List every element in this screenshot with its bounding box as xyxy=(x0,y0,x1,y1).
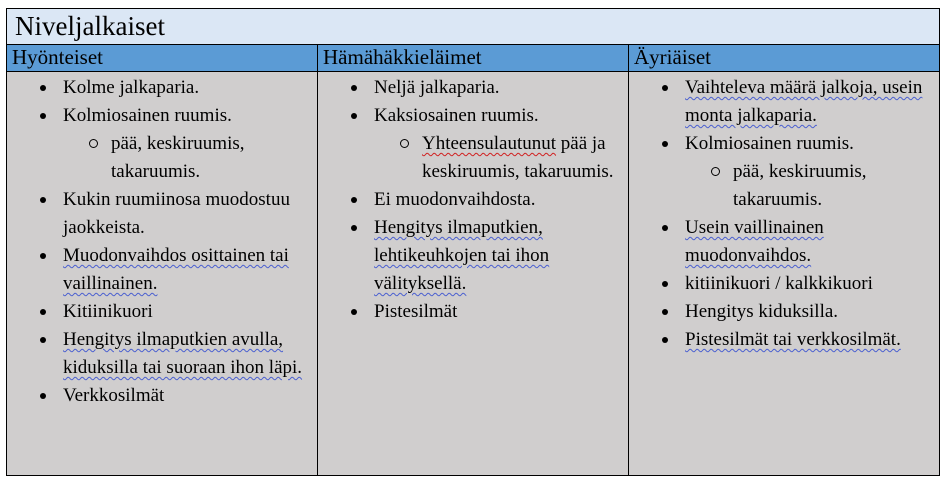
list-item: Hengitys ilmaputkien, lehtikeuhkojen tai ihon välityksellä. xyxy=(318,214,628,298)
sub-list-item: pää, keskiruumis, takaruumis. xyxy=(629,158,939,214)
list-item: Pistesilmät tai verkkosilmät. xyxy=(629,326,939,354)
niveljalkaiset-table xyxy=(6,8,940,476)
list-item: Kaksiosainen ruumis. Yhteensulautunut pää ja keskiruumis, takaruumis. xyxy=(318,102,628,186)
list-hamahakkielaimet xyxy=(318,74,628,326)
sub-list-item: Yhteensulautunut pää ja keskiruumis, takaruumis. xyxy=(318,130,628,186)
list-item: Usein vaillinainen muodonvaihdos. xyxy=(629,214,939,270)
list-item: Neljä jalkaparia. xyxy=(318,74,628,102)
list-item: Kolmiosainen ruumis. pää, keskiruumis, takaruumis. xyxy=(629,130,939,214)
list-item: Kolmiosainen ruumis. pää, keskiruumis, takaruumis. xyxy=(7,102,317,186)
sub-list-item: pää, keskiruumis, takaruumis. xyxy=(7,130,317,186)
list-hyonteiset xyxy=(7,74,317,410)
list-item: Verkkosilmät xyxy=(7,382,317,410)
header-hyonteiset: Hyönteiset xyxy=(7,45,318,72)
list-item: Pistesilmät xyxy=(318,298,628,326)
cell-hamahakkielaimet xyxy=(318,72,629,476)
cell-hyonteiset xyxy=(7,72,318,476)
list-item: Kitiinikuori xyxy=(7,298,317,326)
list-item: kitiinikuori / kalkkikuori xyxy=(629,270,939,298)
table-title: Niveljalkaiset xyxy=(7,9,940,45)
list-item: Kolme jalkaparia. xyxy=(7,74,317,102)
list-item: Hengitys kiduksilla. xyxy=(629,298,939,326)
list-item: Ei muodonvaihdosta. xyxy=(318,186,628,214)
cell-ayriaiset xyxy=(629,72,940,476)
list-item: Muodonvaihdos osittainen tai vaillinainen. xyxy=(7,242,317,298)
header-ayriaiset: Äyriäiset xyxy=(629,45,940,72)
list-item: Kukin ruumiinosa muodostuu jaokkeista. xyxy=(7,186,317,242)
header-hamahakkielaimet: Hämähäkkieläimet xyxy=(318,45,629,72)
list-item: Vaihteleva määrä jalkoja, usein monta jalkaparia. xyxy=(629,74,939,130)
list-item: Hengitys ilmaputkien avulla, kiduksilla tai suoraan ihon läpi. xyxy=(7,326,317,382)
list-ayriaiset xyxy=(629,74,939,354)
